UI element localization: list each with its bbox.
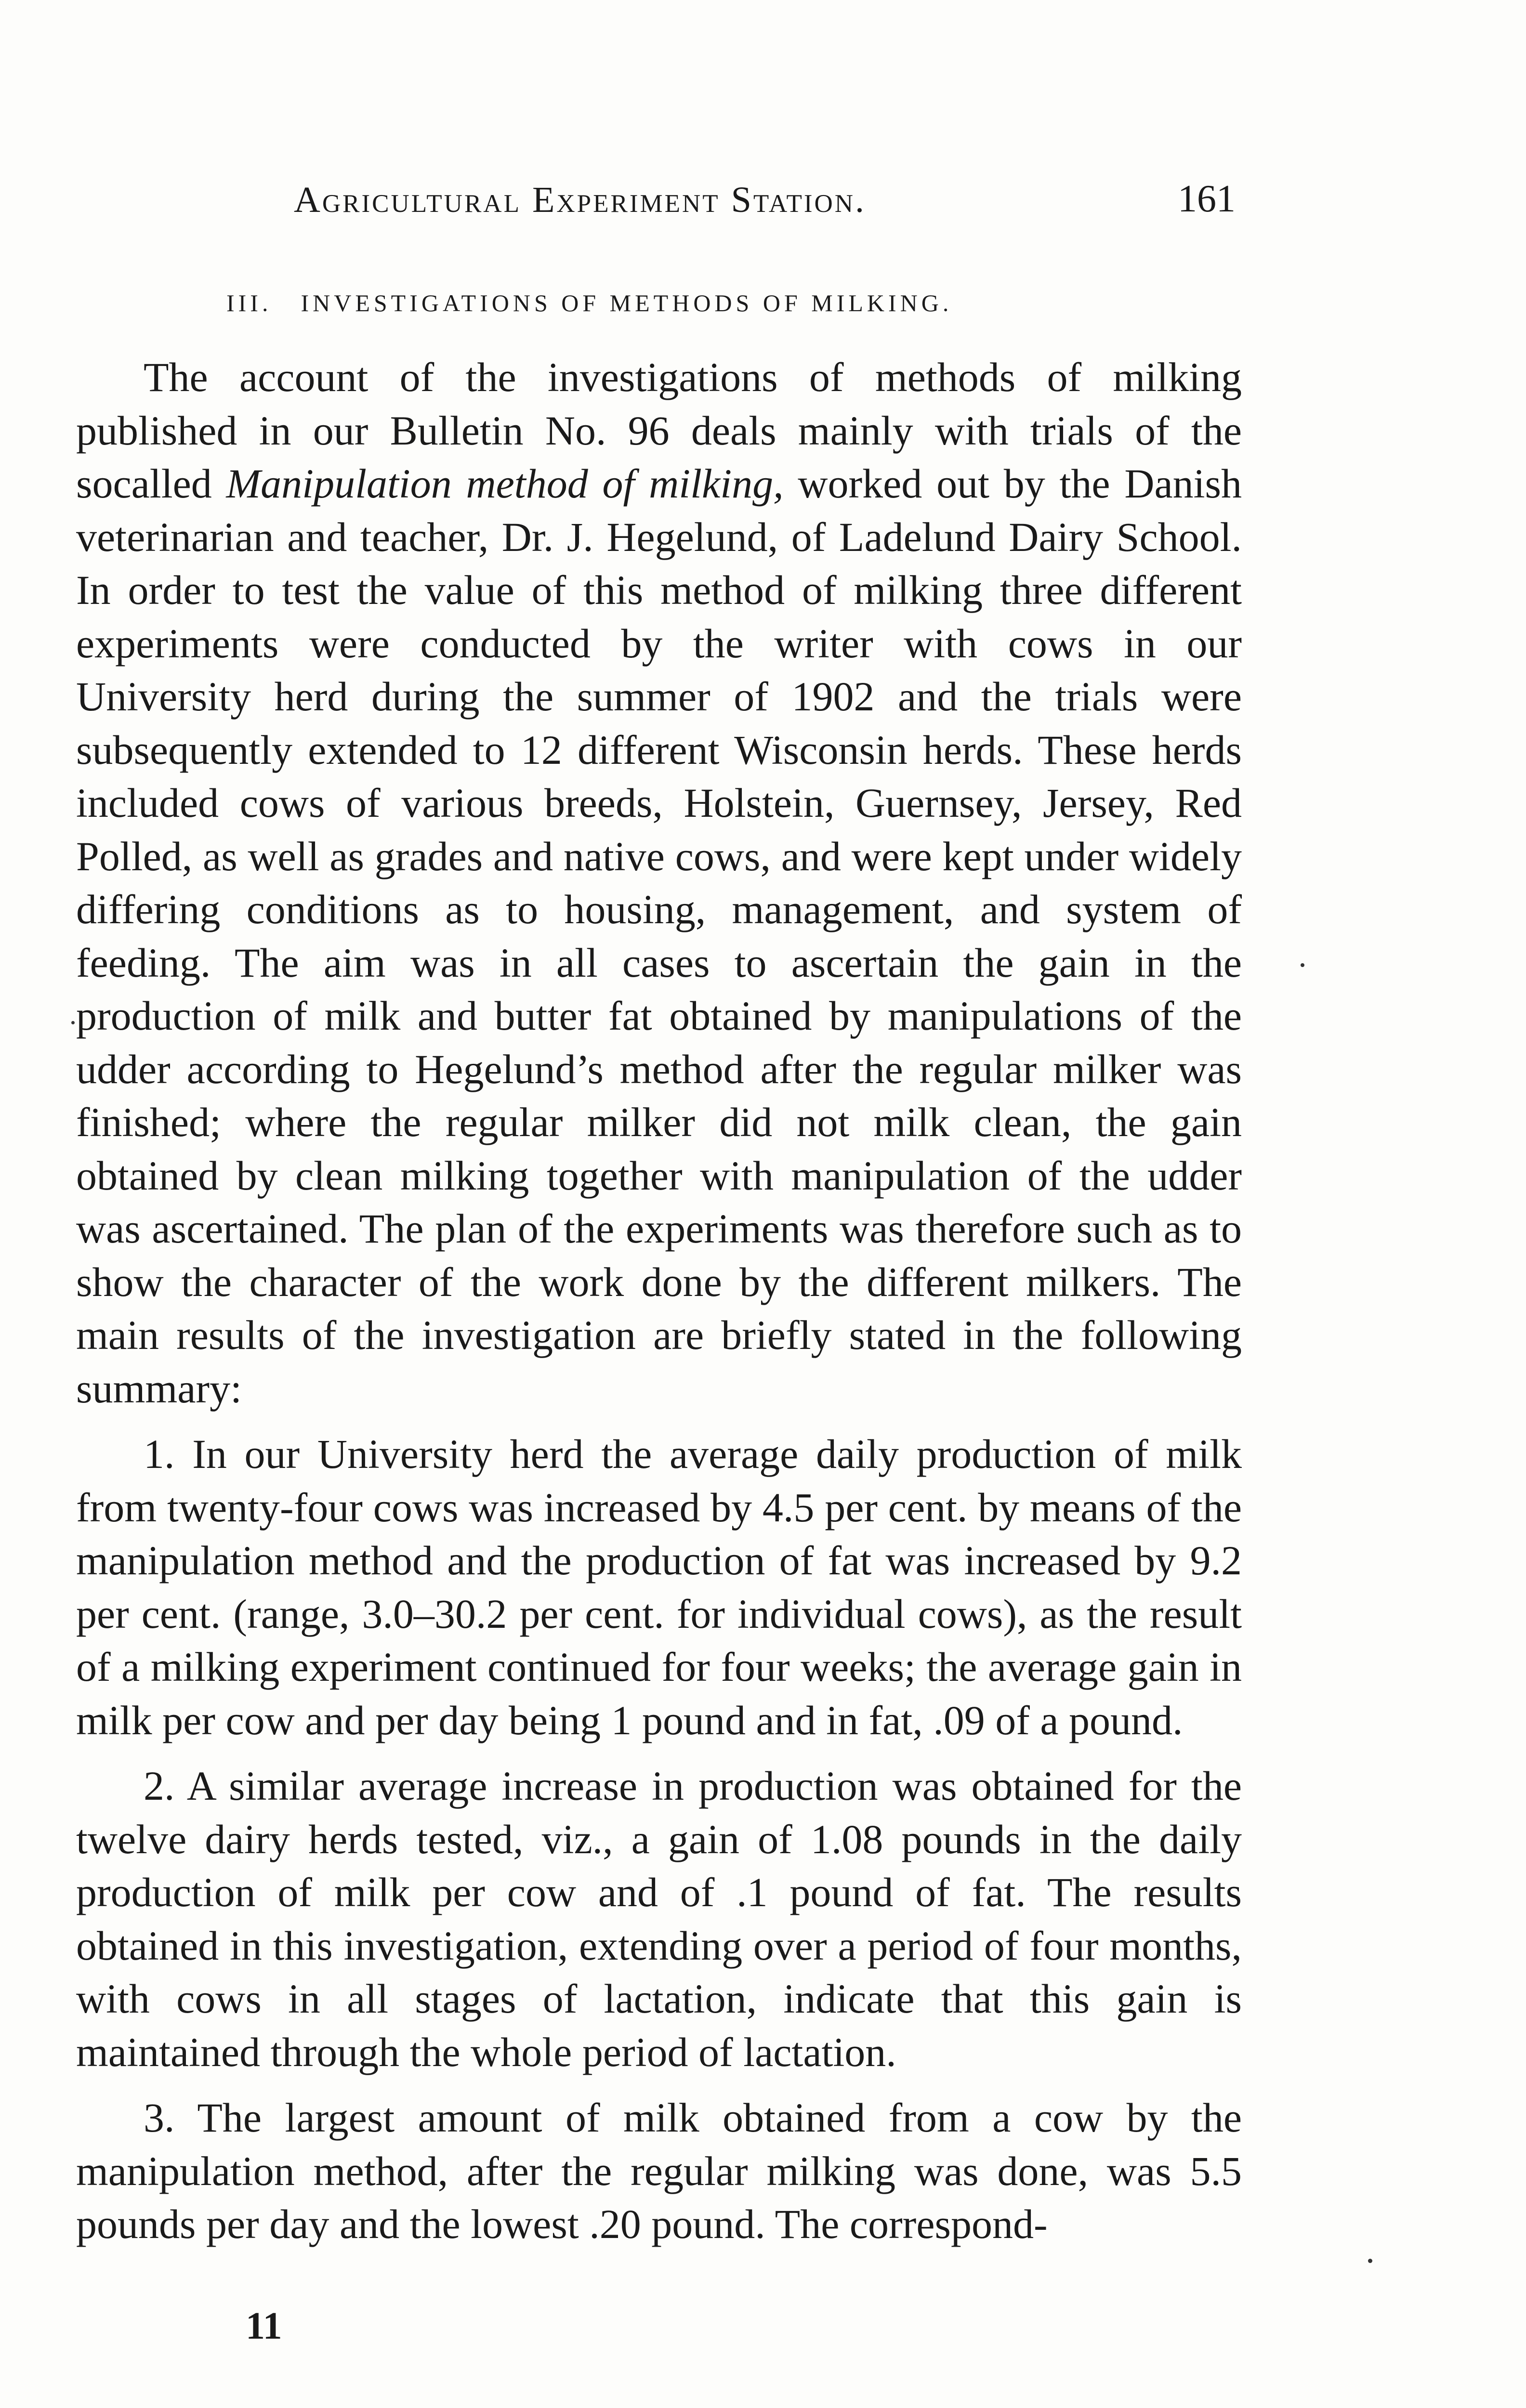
summary-item-1: 1. In our University herd the average daily production of milk from twenty-four cows was increased by 4.5 per cent. by means of the manipulation method and the production of fat was increased by 9.2 per cent. (range, 3.0–30.2 per cent. for individual cows), as the result of a milking experiment continued for four weeks; the average gain in milk per cow and per day being 1 pound and in fat, .09 of a pound. <box>76 1431 1242 1743</box>
intro-text-start: The account of the investigations of methods of milking published in our Bulletin No. 96 deals mainly with trials of the socalled <box>76 354 1242 507</box>
ink-speck <box>71 1021 75 1024</box>
intro-text-end: worked out by the Danish veterinarian and teacher, Dr. J. Hegelund, of Ladelund Dairy School. In order to test the value of this method of milking three different experiments were conducted by the writer with cows in our University herd during the summer of 1902 and the trials were subsequently extended to 12 different Wisconsin herds. These herds included cows of various breeds, Holstein, Guernsey, Jersey, Red Polled, as well as grades and native cows, and were kept under widely differing conditions as to housing, management, and system of feeding. The aim was in all cases to ascertain the gain in the production of milk and butter fat obtained by manipulations of the udder according to Hegelund’s method after the regular milker was finished; where the regular milker did not milk clean, the gain obtained by clean milking together with manipulation of the udder was ascertained. The plan of the experiments was therefore such as to show the character of the work done by the different milkers. The main results of the investigation are briefly stated in the following summary: <box>76 460 1242 1412</box>
summary-item-3: 3. The largest amount of milk obtained from a cow by the manipulation method, after the regular milking was done, was 5.5 pounds per day and the lowest .20 pound. The correspond- <box>76 2094 1242 2247</box>
ink-speck <box>1301 963 1304 967</box>
intro-paragraph <box>76 351 1242 1415</box>
page-number: 161 <box>1178 178 1236 220</box>
signature-mark: 11 <box>246 2305 282 2347</box>
intro-italic-term: Manipulation method of milking, <box>226 460 784 507</box>
section-title-text: INVESTIGATIONS OF METHODS OF MILKING. <box>301 289 953 316</box>
section-number: III. <box>226 289 272 316</box>
ink-speck <box>1368 2259 1372 2263</box>
summary-item-2: 2. A similar average increase in production was obtained for the twelve dairy herds tested, viz., a gain of 1.08 pounds in the daily production of milk per cow and of .1 pound of fat. The results obtained in this investigation, extending over a period of four months, with cows in all stages of lactation, indicate that this gain is maintained through the whole period of lactation. <box>76 1763 1242 2075</box>
section-heading <box>226 289 981 317</box>
body-text <box>76 351 1242 2251</box>
running-head: Agricultural Experiment Station. <box>294 180 867 220</box>
